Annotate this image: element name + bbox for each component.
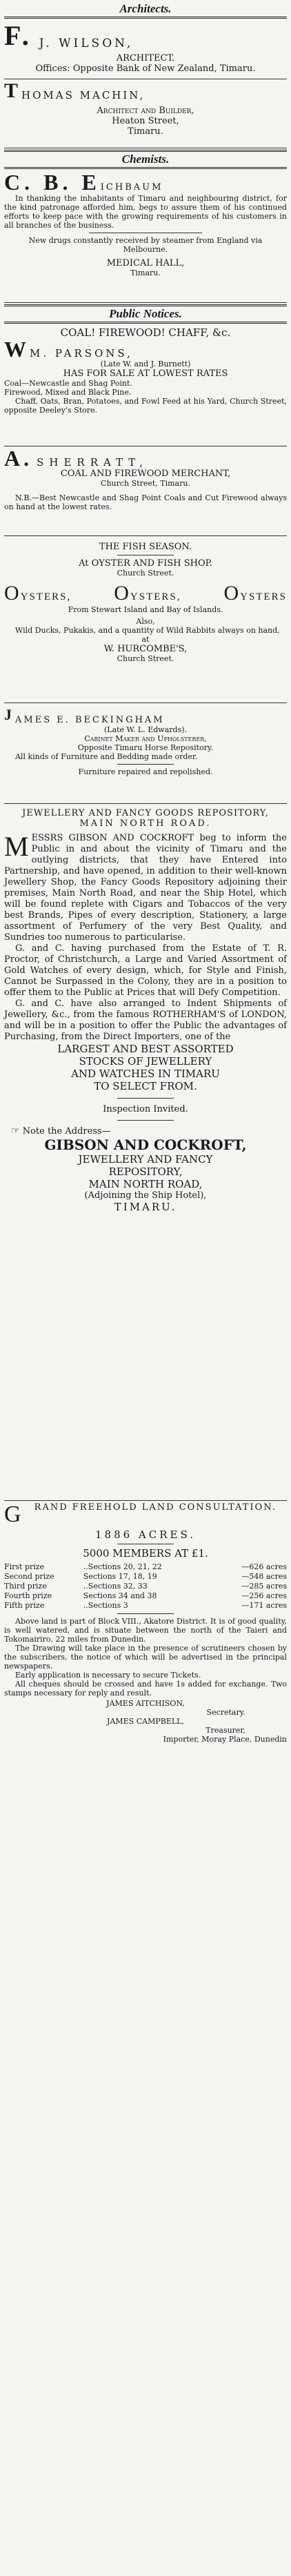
parsons-firewood: Firewood, Mixed and Black Pine. [4, 388, 132, 397]
ad-eichbaum [4, 170, 287, 303]
beckingham-late: (Late W. L. Edwards). [103, 725, 188, 734]
eichbaum-header [4, 172, 287, 193]
section-heading-chemists: Chemists. [4, 150, 287, 169]
eichbaum-initial: C. B. E [4, 170, 101, 195]
wilson-initial: F. [4, 20, 32, 51]
gibson-road: MAIN NORTH ROAD. [79, 818, 212, 829]
hurcombe-from: From Stewart Island and Bay of Islands. [68, 605, 223, 614]
freehold-p1: Above land is part of Block VIII., Akatore District. It is of good quality, is well watered, and is situate between the north of the Taieri and Tokomairiro, 22 miles from Dunedin. [4, 1617, 287, 1644]
gibson-p2: G. and C. having purchased from the Estate of T. R. Proctor, of Christchurch, a Large and Varied Assortment of Gold Watches of every design, which, for Style and Finish, Cannot be Surpassed in the Colony, they are in a position to offer them to the Public at Prices that will Defy Competition. [4, 943, 287, 998]
divider [117, 1613, 174, 1614]
gibson-note-text: Note the Address— [22, 1126, 111, 1137]
oysters-1: OYSTERS, [4, 582, 72, 604]
beckingham-body: All kinds of Furniture and Bedding made order. [15, 752, 198, 761]
ad-freehold [4, 1501, 287, 1746]
machin-town: Timaru. [128, 126, 163, 137]
gibson-line6: TIMARU. [114, 1201, 177, 1213]
freehold-p4: All cheques should be crossed and have 1s added for exchange. Two stamps necessary for reply and result. [4, 1680, 287, 1698]
gibson-largest-2: STOCKS OF JEWELLERY [79, 1055, 212, 1068]
prize-row: Fourth prize Sections 34 and 38 —256 acres [4, 1591, 287, 1600]
eichbaum-hall: MEDICAL HALL, [106, 258, 185, 268]
wilson-name: J. WILSON, [39, 37, 134, 50]
sherratt-street: Church Street, Timaru. [101, 479, 190, 488]
hurcombe-shop: At OYSTER AND FISH SHOP. [79, 558, 212, 569]
divider [117, 1098, 174, 1099]
prize-row: Fifth prize ..Sections 3 —171 acres [4, 1601, 287, 1610]
hurcombe-name: W. HURCOMBE'S, [103, 644, 188, 654]
sherratt-header [4, 448, 287, 469]
gibson-line5: (Adjoining the Ship Hotel), [84, 1190, 207, 1201]
freehold-p3: Early application is necessary to secure Tickets. [15, 1671, 201, 1680]
ad-hurcombe [4, 536, 287, 703]
eichbaum-body: In thanking the inhabitants of Timaru and neighbouring district, for the kind patronage afforded him, begs to assure them of his continued efforts to keep pace with the growing requirements of his customers in all branches of the business. [4, 194, 287, 230]
gibson-p1-text: ESSRS GIBSON AND COCKROFT beg to inform the Public in and about the vicinity of Timaru and the outlying districts, that they have Entered into Partnership, and have opened, in addition to their well-known Jewellery Shop, the Fancy Goods Repository adjoining their premises, Main North Road, and near the Ship Hotel, which will be found replete with Cigars and Tobaccos of the very best Brands, Pipes of every description, Stationery, a large assortment of Perfumery of the very Best Quality, and Sundries too numerous to particularise. [4, 833, 287, 943]
oysters-3: OYSTERS [223, 582, 287, 604]
ad-parsons [4, 325, 287, 446]
machin-street: Heaton Street, [112, 116, 179, 126]
eichbaum-name: ICHBAUM [100, 182, 163, 193]
prize-row: Second prize Sections 17, 18, 19 —548 acres [4, 1572, 287, 1581]
hurcombe-season: THE FISH SEASON. [99, 542, 192, 552]
freehold-sig2: JAMES CAMPBELL, [107, 1717, 184, 1726]
beckingham-address: Opposite Timaru Horse Repository. [77, 743, 214, 752]
beckingham-initial: J [4, 706, 15, 723]
gibson-line4: MAIN NORTH ROAD, [88, 1178, 203, 1190]
gibson-p3: G. and C. have also arranged to Indent Shipments of Jewellery, &c., from the famous ROTHERHAM'S of LONDON, and will be in a position to offer the Public the advantages of Purchasing, from the Direct Importers, one of the [4, 999, 287, 1042]
prize-row: Third prize ..Sections 32, 33 —285 acres [4, 1582, 287, 1591]
hurcombe-at: at [141, 635, 150, 644]
wilson-header [4, 21, 287, 50]
sherratt-initial: A. [4, 446, 33, 471]
divider [117, 1120, 174, 1121]
gibson-p1 [4, 833, 287, 943]
freehold-title: RAND FREEHOLD LAND CONSULTATION. [34, 1502, 277, 1513]
gibson-largest-1: LARGEST AND BEST ASSORTED [57, 1043, 234, 1055]
freehold-members: 5000 MEMBERS AT £1. [83, 1547, 208, 1560]
hurcombe-street: Church Street. [117, 569, 174, 578]
beckingham-title: Cabinet Maker and Upholsterer, [84, 734, 207, 743]
machin-title: Architect and Builder, [97, 106, 194, 116]
parsons-header [4, 339, 287, 360]
gibson-dropcap: M [4, 831, 29, 862]
gibson-name: GIBSON AND COCKROFT, [44, 1137, 247, 1153]
prize-row: First prize ..Sections 20, 21, 22 —626 acres [4, 1562, 287, 1571]
freehold-sig1-role: Secretary. [206, 1708, 245, 1717]
gibson-heading: JEWELLERY AND FANCY GOODS REPOSITORY, [22, 808, 269, 818]
freehold-acres: 1886 ACRES. [94, 1528, 196, 1541]
sherratt-name: SHERRATT, [37, 456, 148, 469]
beckingham-repaired: Furniture repaired and repolished. [78, 767, 213, 776]
gibson-line2: JEWELLERY AND FANCY [78, 1153, 213, 1166]
beckingham-name: AMES E. BECKINGHAM [15, 715, 165, 725]
gibson-invited: Inspection Invited. [103, 1104, 188, 1114]
parsons-body: Chaff, Oats, Bran, Potatoes, and Fowl Feed at his Yard, Church Street, opposite Deeley's Store. [4, 397, 287, 415]
hurcombe-oysters [4, 582, 287, 605]
hurcombe-body: Wild Ducks, Pukakis, and a quantity of Wild Rabbits always on hand, [15, 626, 280, 635]
oysters-2: OYSTERS, [114, 582, 181, 604]
freehold-p2: The Drawing will take place in the presence of scrutineers chosen by the subscribers, the notice of which will be advertised in the principal newspapers. [4, 1644, 287, 1671]
gibson-largest-3: AND WATCHES IN TIMARU [71, 1068, 220, 1080]
newspaper-column [0, 1, 291, 1746]
gibson-note [4, 1126, 287, 1137]
freehold-sig2-role: Treasurer, [205, 1726, 245, 1735]
machin-name: HOMAS MACHIN, [21, 89, 146, 101]
sherratt-title: COAL AND FIREWOOD MERCHANT, [60, 469, 231, 479]
ad-sherratt [4, 446, 287, 536]
parsons-sale: HAS FOR SALE AT LOWEST RATES [63, 368, 228, 379]
wilson-address: Offices: Opposite Bank of New Zealand, Timaru. [35, 63, 256, 74]
freehold-dropcap: G [4, 1502, 21, 1527]
freehold-sig1: JAMES AITCHISON, [106, 1699, 185, 1708]
freehold-sig3: Importer, Moray Place, Dunedin [163, 1735, 287, 1744]
parsons-name: M. PARSONS, [30, 347, 133, 360]
gibson-largest-4: TO SELECT FROM. [94, 1080, 197, 1092]
ad-machin [4, 79, 287, 148]
eichbaum-town: Timaru. [130, 268, 161, 277]
section-heading-public-notices: Public Notices. [4, 304, 287, 324]
wilson-title: ARCHITECT. [116, 53, 175, 63]
ad-gibson [4, 804, 287, 1501]
sherratt-body: N.B.—Best Newcastle and Shag Point Coals and Cut Firewood always on hand at the lowest rates. [4, 493, 287, 511]
hurcombe-also: Also, [136, 617, 155, 626]
divider [117, 764, 174, 765]
parsons-coal: Coal—Newcastle and Shag Point. [4, 379, 132, 388]
machin-initial: T [4, 79, 22, 102]
gibson-line3: REPOSITORY, [108, 1166, 183, 1178]
beckingham-header [4, 705, 287, 725]
prize-list [4, 1562, 287, 1611]
ad-wilson [4, 20, 287, 79]
parsons-initial: W [4, 337, 30, 362]
hurcombe-street2: Church Street. [117, 654, 174, 663]
parsons-headline: COAL! FIREWOOD! CHAFF, &c. [60, 326, 231, 339]
machin-header [4, 81, 287, 101]
ad-beckingham [4, 703, 287, 804]
section-heading-architects: Architects. [4, 1, 287, 19]
eichbaum-drugs: New drugs constantly received by steamer from England via Melbourne. [28, 236, 263, 254]
pointing-hand-icon: ☞ [11, 1125, 20, 1137]
freehold-header [4, 1502, 287, 1526]
parsons-late: (Late W. and J. Burnett) [100, 360, 191, 368]
